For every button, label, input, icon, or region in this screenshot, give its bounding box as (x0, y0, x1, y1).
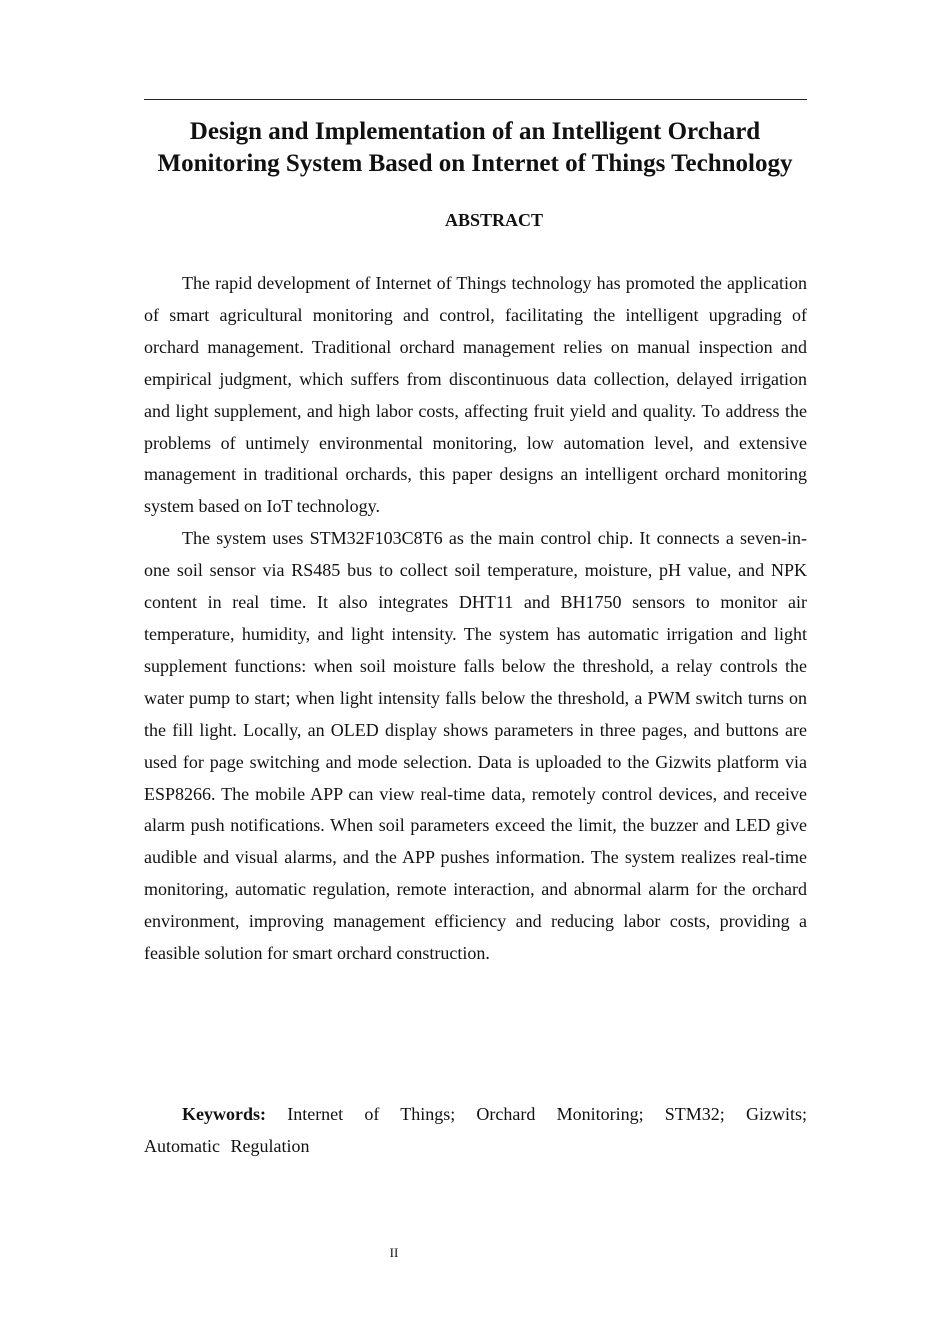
paper-title-line-1: Design and Implementation of an Intelligent Orchard (189, 118, 761, 145)
keywords-text: Internet of Things; Orchard Monitoring; STM32; Gizwits; Automatic Regulation (144, 1104, 807, 1156)
header-rule (144, 99, 807, 100)
page-number: II (389, 1245, 399, 1260)
keywords-line (144, 1098, 807, 1162)
abstract-heading: ABSTRACT (444, 210, 544, 230)
paper-title (140, 116, 810, 180)
paper-title-line-2: Monitoring System Based on Internet of Things Technology (157, 150, 793, 177)
abstract-paragraph-1: The rapid development of Internet of Things technology has promoted the application of smart agricultural monitoring and control, facilitating the intelligent upgrading of orchard management. Traditional orchard management relies on manual inspection and empirical judgment, which suffers from discontinuous data collection, delayed irrigation and light supplement, and high labor costs, affecting fruit yield and quality. To address the problems of untimely environmental monitoring, low automation level, and extensive management in traditional orchards, this paper designs an intelligent orchard monitoring system based on IoT technology. (144, 273, 807, 517)
abstract-paragraph-2: The system uses STM32F103C8T6 as the main control chip. It connects a seven-in-one soil sensor via RS485 bus to collect soil temperature, moisture, pH value, and NPK content in real time. It also integrates DHT11 and BH1750 sensors to monitor air temperature, humidity, and light intensity. The system has automatic irrigation and light supplement functions: when soil moisture falls below the threshold, a relay controls the water pump to start; when light intensity falls below the threshold, a PWM switch turns on the fill light. Locally, an OLED display shows parameters in three pages, and buttons are used for page switching and mode selection. Data is uploaded to the Gizwits platform via ESP8266. The mobile APP can view real-time data, remotely control devices, and receive alarm push notifications. When soil parameters exceed the limit, the buzzer and LED give audible and visual alarms, and the APP pushes information. The system realizes real-time monitoring, automatic regulation, remote interaction, and abnormal alarm for the orchard environment, improving management efficiency and reducing labor costs, providing a feasible solution for smart orchard construction. (144, 528, 807, 964)
keywords-label: Keywords: (182, 1104, 266, 1124)
abstract-body (144, 268, 807, 970)
